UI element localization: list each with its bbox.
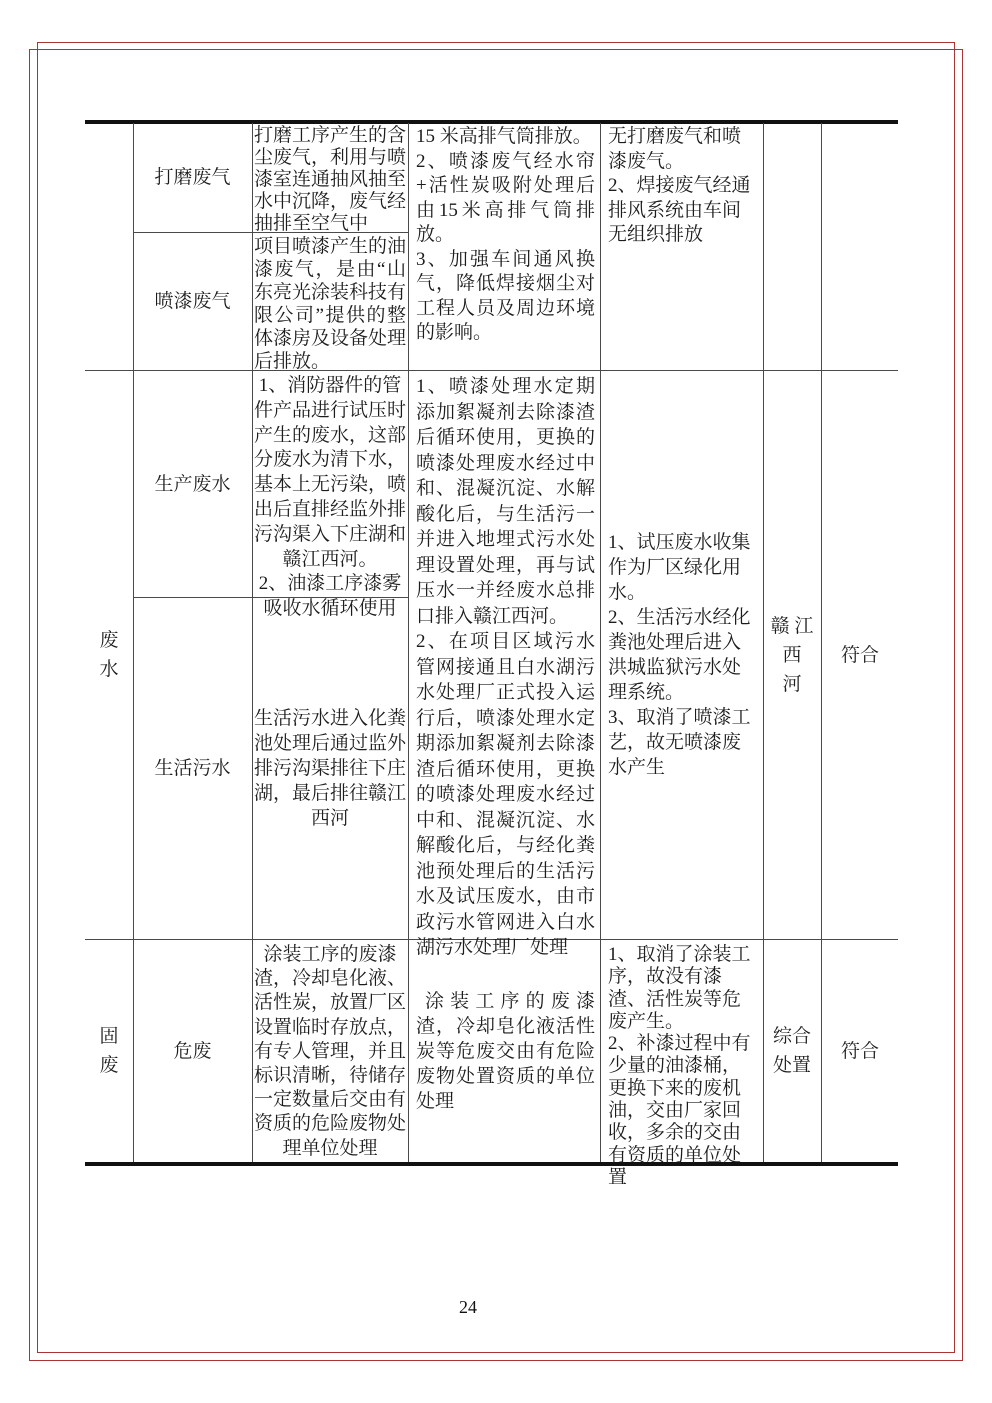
cell-wastewater-actual — [608, 371, 758, 939]
wastewater-actual-item: 2、生活污水经化粪池处理后进入洪城监狱污水处理系统。 — [608, 607, 751, 703]
spray-gas-source-text: 项目喷漆产生的油漆废气，是由“山东亮光涂装科技有限公司”提供的整体漆房及设备处理后排放。 — [254, 236, 407, 372]
cell-production-wastewater-label — [133, 371, 252, 597]
wastewater-actual-item: 1、试压废水收集作为厂区绿化用水。 — [608, 532, 751, 603]
production-wastewater-source-item: 1、消防器件的管件产品进行试压时产生的废水，这部分废水为清下水，基本上无污染，喷出后直排经监外排污沟渠入下庄湖和赣江西河。 — [254, 375, 407, 570]
disposal-method-line: 综合 — [772, 1026, 811, 1047]
cell-domestic-sewage-label — [133, 598, 252, 939]
cell-waste-gas-measures — [416, 125, 595, 369]
waste-gas-measure-item: 2、喷漆废气经水帘+活性炭吸附处理后由15米高排气筒排放。 — [416, 150, 595, 245]
spray-gas-label: 喷漆废气 — [154, 291, 231, 312]
wastewater-measure-item: 2、在项目区域污水管网接通且白水湖污水处理厂正式投入运行后，喷漆处理水定期添加絮凝剂去除漆渣后循环使用，更换的喷漆处理废水经过中和、混凝沉淀、水解酸化后，与经化粪池预处理后的生活污水及试压废水，由市政污水管网进入白水湖污水处理厂处理 — [416, 631, 595, 958]
cell-spray-gas-label — [133, 233, 252, 370]
grinding-gas-source-text: 打磨工序产生的含尘废气，利用与喷漆室连通抽风抽至水中沉降，废气经抽排至空气中 — [254, 125, 407, 234]
column-line-4 — [600, 123, 601, 1162]
solid-waste-actual-item: 1、取消了涂装工序，故没有漆渣、活性炭等危废产生。 — [608, 944, 751, 1032]
grinding-gas-label: 打磨废气 — [154, 167, 231, 188]
cell-wastewater-receiving-body — [764, 371, 820, 939]
receiving-body-line: 赣 江 — [770, 615, 814, 637]
table-bottom-border — [85, 1162, 898, 1166]
cell-grinding-gas-source — [254, 125, 407, 234]
solid-waste-measure-item: 涂装工序的废漆渣，冷却皂化液活性炭等危废交由有危险废物处置资质的单位处理 — [416, 990, 595, 1112]
wastewater-measure-item: 1、喷漆处理水定期添加絮凝剂去除漆渣后循环使用，更换的喷漆处理废水经过中和、混凝沉淀、水解酸化后，与生活污一并进入地埋式污水处理设置处理，再与试压水一并经废水总排口排入赣江西河。 — [416, 376, 595, 627]
cell-solid-waste-compliance — [822, 940, 898, 1162]
wastewater-actual-item: 3、取消了喷漆工艺，故无喷漆废水产生 — [608, 707, 751, 778]
cell-wastewater-measures — [416, 374, 595, 958]
production-wastewater-source-item: 2、油漆工序漆雾吸收水循环使用 — [258, 573, 402, 620]
waste-gas-actual-item: 无打磨废气和喷漆废气。 — [608, 126, 742, 172]
receiving-body-line: 西 — [782, 644, 802, 666]
wastewater-compliance-status: 符合 — [840, 644, 879, 666]
hazardous-waste-source-text: 涂装工序的废漆渣，冷却皂化液、活性炭，放置厂区设置临时存放点，有专人管理，并且标识清晰，待储存一定数量后交由有资质的危险废物处理单位处理 — [254, 944, 407, 1159]
waste-gas-measure-item: 3、加强车间通风换气，降低焊接烟尘对工程人员及周边环境的影响。 — [416, 248, 595, 343]
disposal-method-line: 处置 — [772, 1055, 811, 1076]
compliance-table — [85, 120, 898, 1188]
solid-waste-actual-item: 2、补漆过程中有少量的油漆桶，更换下来的废机油，交由厂家回收，多余的交由有资质的单位处置 — [608, 1033, 751, 1188]
cell-solid-waste-disposal — [764, 940, 820, 1162]
solid-waste-category-label: 固废 — [99, 1026, 119, 1076]
cell-spray-gas-source — [254, 235, 407, 372]
wastewater-category-label: 废水 — [99, 630, 119, 680]
cell-solid-waste-actual — [608, 944, 758, 1188]
hazardous-waste-label: 危废 — [173, 1040, 212, 1062]
cell-waste-gas-actual — [608, 125, 758, 369]
solid-waste-compliance-status: 符合 — [840, 1040, 879, 1062]
waste-gas-measure-item: 15 米高排气筒排放。 — [416, 126, 592, 147]
domestic-sewage-source-text: 生活污水进入化粪池处理后通过监外排污沟渠排往下庄湖，最后排往赣江西河 — [254, 708, 407, 829]
receiving-body-line: 河 — [782, 673, 802, 695]
cell-solid-waste-category — [85, 940, 133, 1162]
cell-domestic-sewage-source — [254, 598, 406, 939]
cell-wastewater-compliance — [822, 371, 898, 939]
cell-wastewater-category — [85, 371, 133, 939]
cell-production-wastewater-source — [254, 374, 407, 620]
column-line-3 — [408, 123, 409, 1162]
cell-grinding-gas-label — [133, 123, 252, 232]
cell-hazardous-waste-source — [254, 943, 406, 1160]
production-wastewater-label: 生产废水 — [154, 473, 231, 495]
waste-gas-actual-item: 2、焊接废气经通排风系统由车间无组织排放 — [608, 175, 751, 245]
solid-waste-disposal-method — [773, 1022, 811, 1080]
domestic-sewage-label: 生活污水 — [154, 758, 231, 779]
wastewater-receiving-body — [771, 612, 814, 699]
cell-hazardous-waste-label — [133, 940, 252, 1162]
cell-solid-waste-measures — [416, 940, 595, 1162]
page-number: 24 — [459, 1297, 477, 1317]
column-line-2 — [252, 123, 253, 1162]
